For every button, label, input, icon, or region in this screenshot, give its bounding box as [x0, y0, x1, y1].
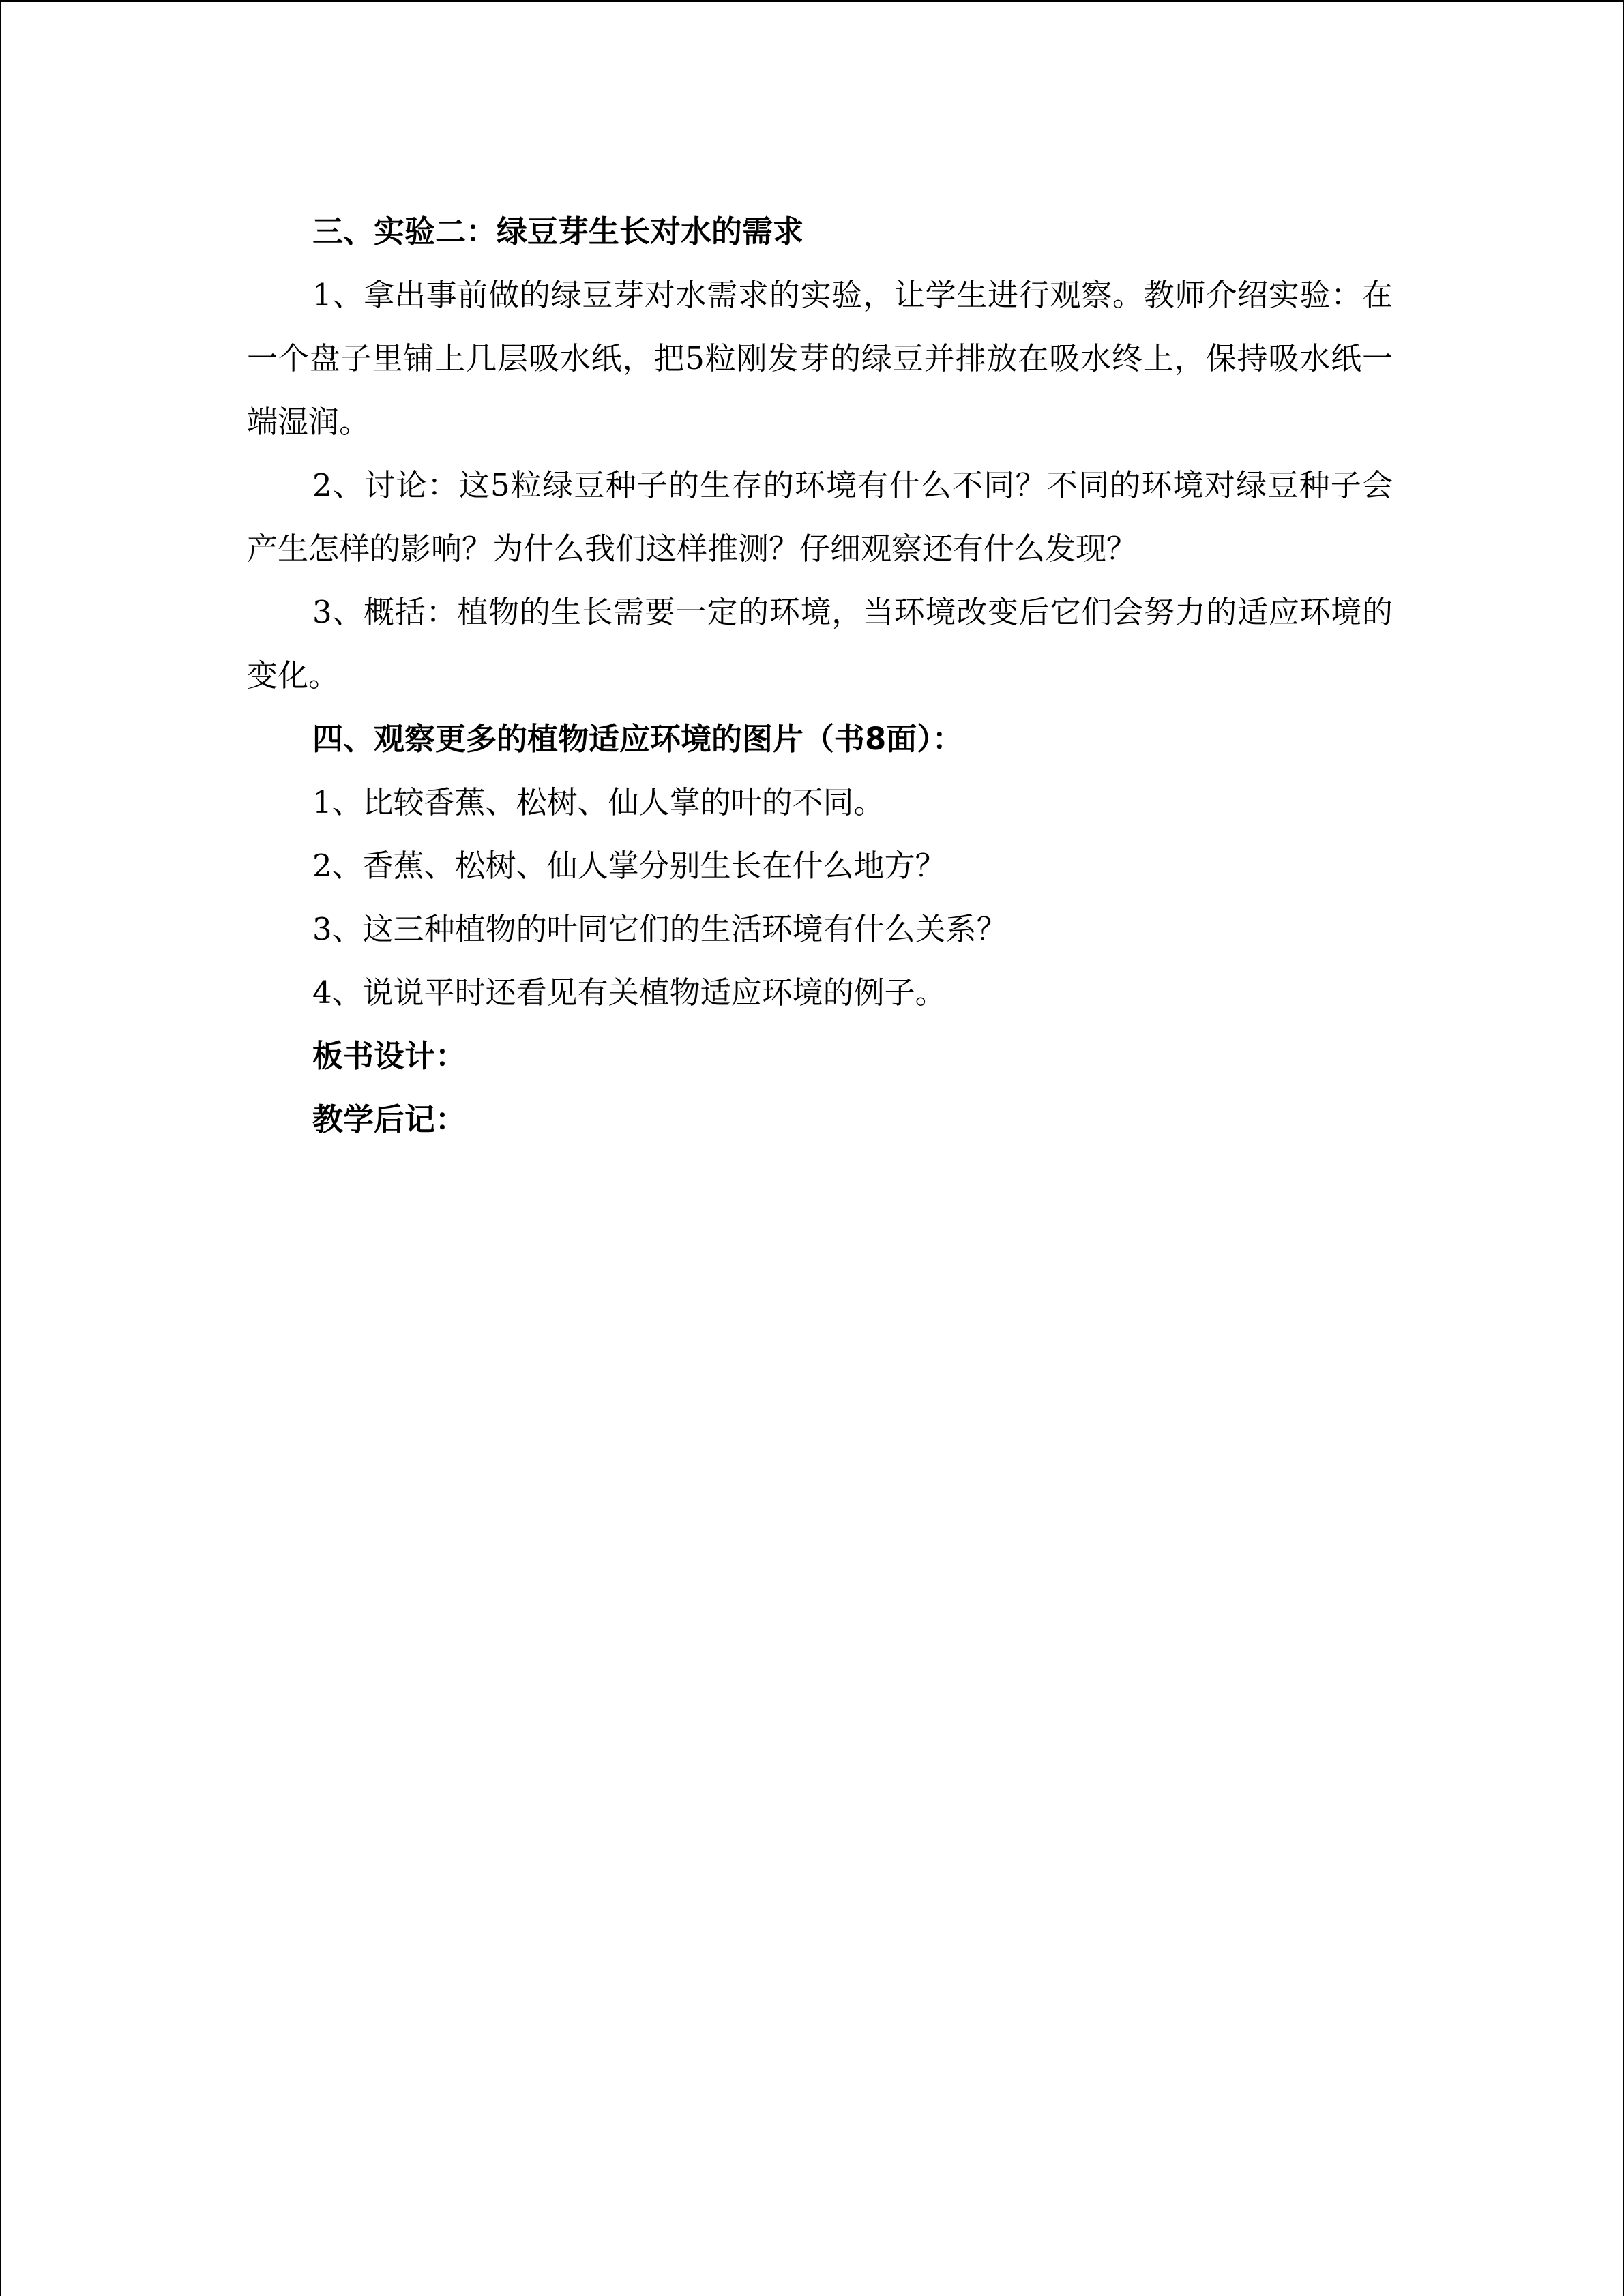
list-item-compare-leaves: 1、比较香蕉、松树、仙人掌的叶的不同。 [312, 784, 885, 820]
list-item-growing-places: 2、香蕉、松树、仙人掌分别生长在什么地方？ [312, 848, 946, 884]
document-body [247, 200, 1393, 1151]
section-heading-observe-pictures: 四、观察更多的植物适应环境的图片（书8面）： [312, 721, 963, 757]
section-heading-experiment-two: 三、实验二：绿豆芽生长对水的需求 [312, 213, 804, 250]
heading-teaching-notes: 教学后记： [312, 1101, 467, 1137]
paragraph-discussion: 2、讨论：这5粒绿豆种子的生存的环境有什么不同？不同的环境对绿豆种子会产生怎样的影响？为什么我们这样推测？仔细观察还有什么发现？ [247, 467, 1393, 567]
heading-board-design: 板书设计： [312, 1038, 467, 1074]
paragraph-experiment-description: 1、拿出事前做的绿豆芽对水需求的实验，让学生进行观察。教师介绍实验：在一个盘子里铺上几层吸水纸，把5粒刚发芽的绿豆并排放在吸水终上，保持吸水纸一端湿润。 [247, 277, 1393, 440]
paragraph-summary: 3、概括：植物的生长需要一定的环境，当环境改变后它们会努力的适应环境的变化。 [247, 594, 1393, 694]
list-item-leaf-environment: 3、这三种植物的叶同它们的生活环境有什么关系？ [312, 911, 1007, 947]
list-item-examples: 4、说说平时还看见有关植物适应环境的例子。 [312, 974, 946, 1011]
